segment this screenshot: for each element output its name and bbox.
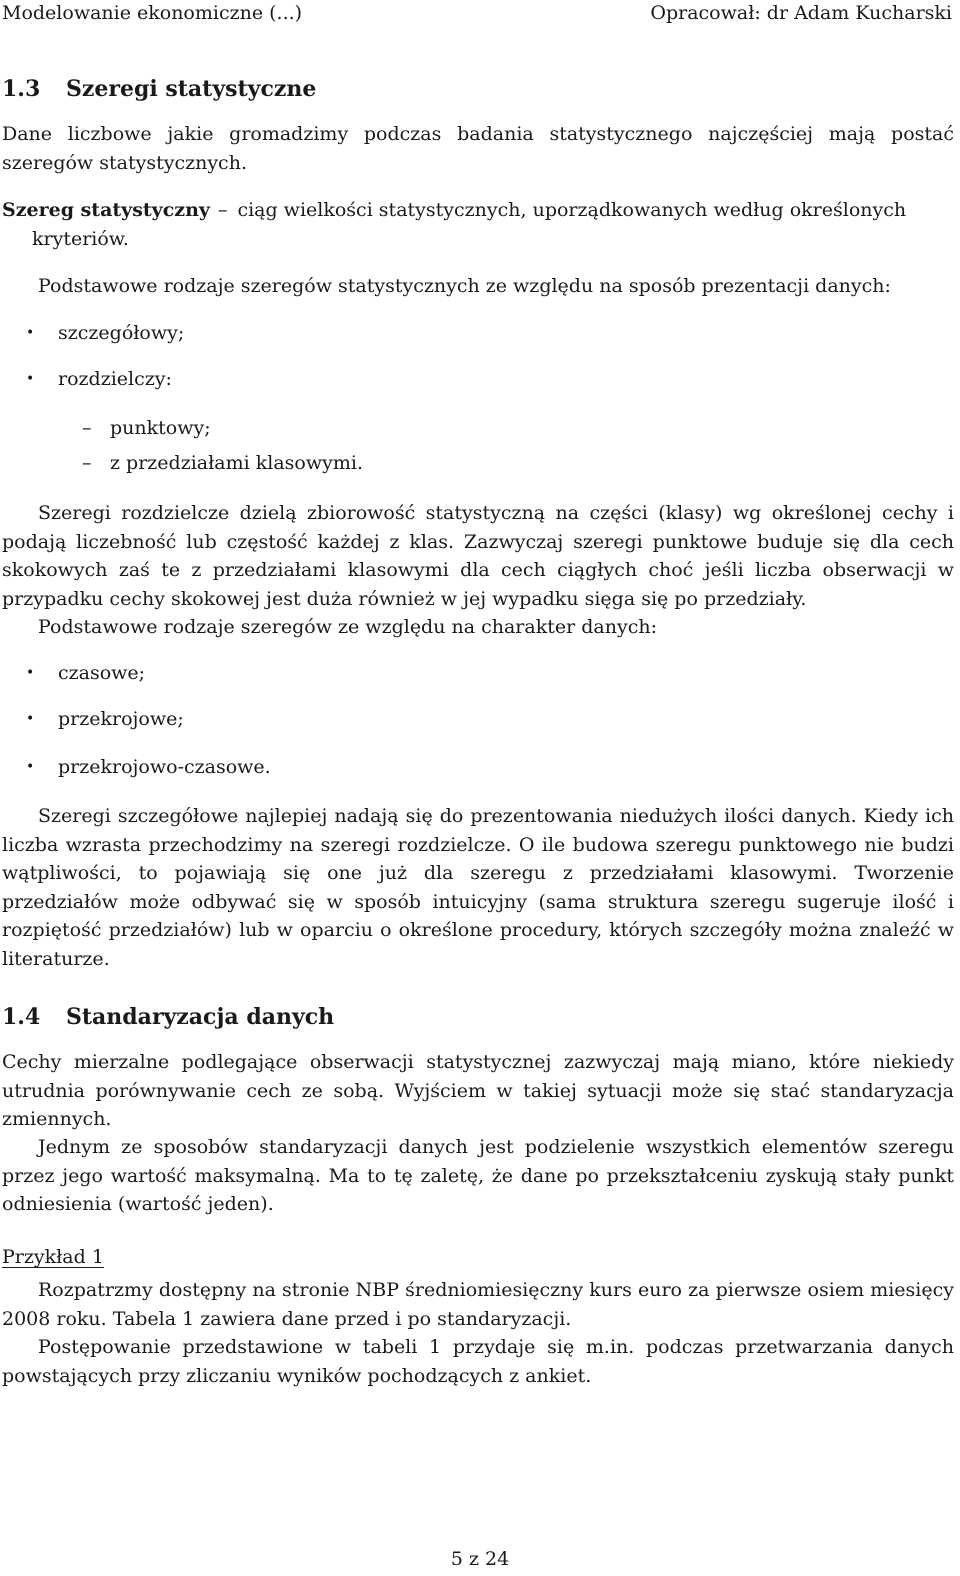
- dash-marker: –: [82, 452, 92, 474]
- list-item-text: przekrojowo-czasowe.: [58, 756, 271, 778]
- paragraph-types-character: Podstawowe rodzaje szeregów ze względu na charakter danych:: [38, 616, 657, 638]
- definition-text-line2: kryteriów.: [32, 227, 129, 250]
- sublist-item: [82, 452, 363, 474]
- sublist-item-text: z przedziałami klasowymi.: [110, 452, 363, 474]
- section-title: Szeregi statystyczne: [66, 76, 317, 102]
- list-item-text: szczegółowy;: [58, 322, 185, 344]
- list-item-text: rozdzielczy:: [58, 368, 172, 390]
- list-item: [26, 368, 172, 390]
- example-paragraph-1: Rozpatrzmy dostępny na stronie NBP średniomiesięczny kurs euro za pierwsze osiem miesięcy 2008 roku. Tabela 1 zawiera dane przed i po standaryzacji.: [2, 1279, 954, 1330]
- definition-text-line1: ciąg wielkości statystycznych, uporządkowanych według określonych: [237, 199, 907, 221]
- definition-block: [2, 196, 954, 253]
- bullet-icon: •: [26, 711, 35, 727]
- dash-marker: –: [82, 417, 92, 439]
- sublist-item-text: punktowy;: [110, 417, 211, 439]
- list-item: [26, 662, 145, 684]
- section-heading-1-3: [2, 76, 316, 102]
- bullet-icon: •: [26, 665, 35, 681]
- running-header-left: Modelowanie ekonomiczne (...): [2, 2, 303, 24]
- paragraph-szczegolowe: Szeregi szczegółowe najlepiej nadają się do prezentowania niedużych ilości danych. Kiedy ich liczba wzrasta przechodzimy na szeregi rozdzielcze. O ile budowa szeregu punktowego nie budzi wątpliwości, to pojawiają się one już dla szeregu z przedziałami klasowymi. Tworzenie przedziałów może odbywać się w sposób intuicyjny (sama struktura szeregu sugeruje ilość i rozpiętość przedziałów) lub w oparciu o określone procedury, których szczegóły można znaleźć w literaturze.: [2, 805, 954, 970]
- section-title: Standaryzacja danych: [66, 1004, 335, 1030]
- sublist-item: [82, 417, 211, 439]
- section-number: 1.4: [2, 1004, 41, 1030]
- example-title: Przykład 1: [2, 1246, 104, 1268]
- paragraph-jednym: Jednym ze sposobów standaryzacji danych jest podzielenie wszystkich elementów szeregu przez jego wartość maksymalną. Ma to tę zaletę, że dane po przekształceniu zyskują stały punkt odniesienia (wartość jeden).: [2, 1136, 954, 1215]
- paragraph-cechy: Cechy mierzalne podlegające obserwacji statystycznej zazwyczaj mają miano, które niekiedy utrudnia porównywanie cech ze sobą. Wyjściem w takiej sytuacji może się stać standaryzacja zmiennych.: [2, 1051, 954, 1130]
- example-paragraph-2: Postępowanie przedstawione w tabeli 1 przydaje się m.in. podczas przetwarzania danych powstających przy zliczaniu wyników pochodzących z ankiet.: [2, 1336, 954, 1387]
- definition-term: Szereg statystyczny: [2, 199, 210, 221]
- list-item: [26, 756, 271, 778]
- section-heading-1-4: [2, 1004, 334, 1030]
- list-item-text: czasowe;: [58, 662, 146, 684]
- list-item: [26, 322, 184, 344]
- bullet-icon: •: [26, 759, 35, 775]
- bullet-icon: •: [26, 325, 35, 341]
- list-item-text: przekrojowe;: [58, 708, 184, 730]
- paragraph-rozdzielcze: Szeregi rozdzielcze dzielą zbiorowość statystyczną na części (klasy) wg określonej cechy i podają liczebność lub częstość każdej z klas. Zazwyczaj szeregi punktowe buduje się dla cech skokowych zaś te z przedziałami klasowymi dla cech ciągłych choć jeśli liczba obserwacji w przypadku cechy skokowej jest duża również w jej wypadku sięga się po przedziały.: [2, 502, 954, 610]
- section-number: 1.3: [2, 76, 41, 102]
- paragraph-types-presentation: Podstawowe rodzaje szeregów statystycznych ze względu na sposób prezentacji danych:: [38, 275, 891, 297]
- list-item: [26, 708, 184, 730]
- definition-dash: –: [217, 199, 228, 221]
- bullet-icon: •: [26, 371, 35, 387]
- paragraph-intro: Dane liczbowe jakie gromadzimy podczas badania statystycznego najczęściej mają postać szeregów statystycznych.: [2, 123, 954, 174]
- running-header-right: Opracował: dr Adam Kucharski: [650, 2, 952, 24]
- page-number: 5 z 24: [450, 1548, 510, 1570]
